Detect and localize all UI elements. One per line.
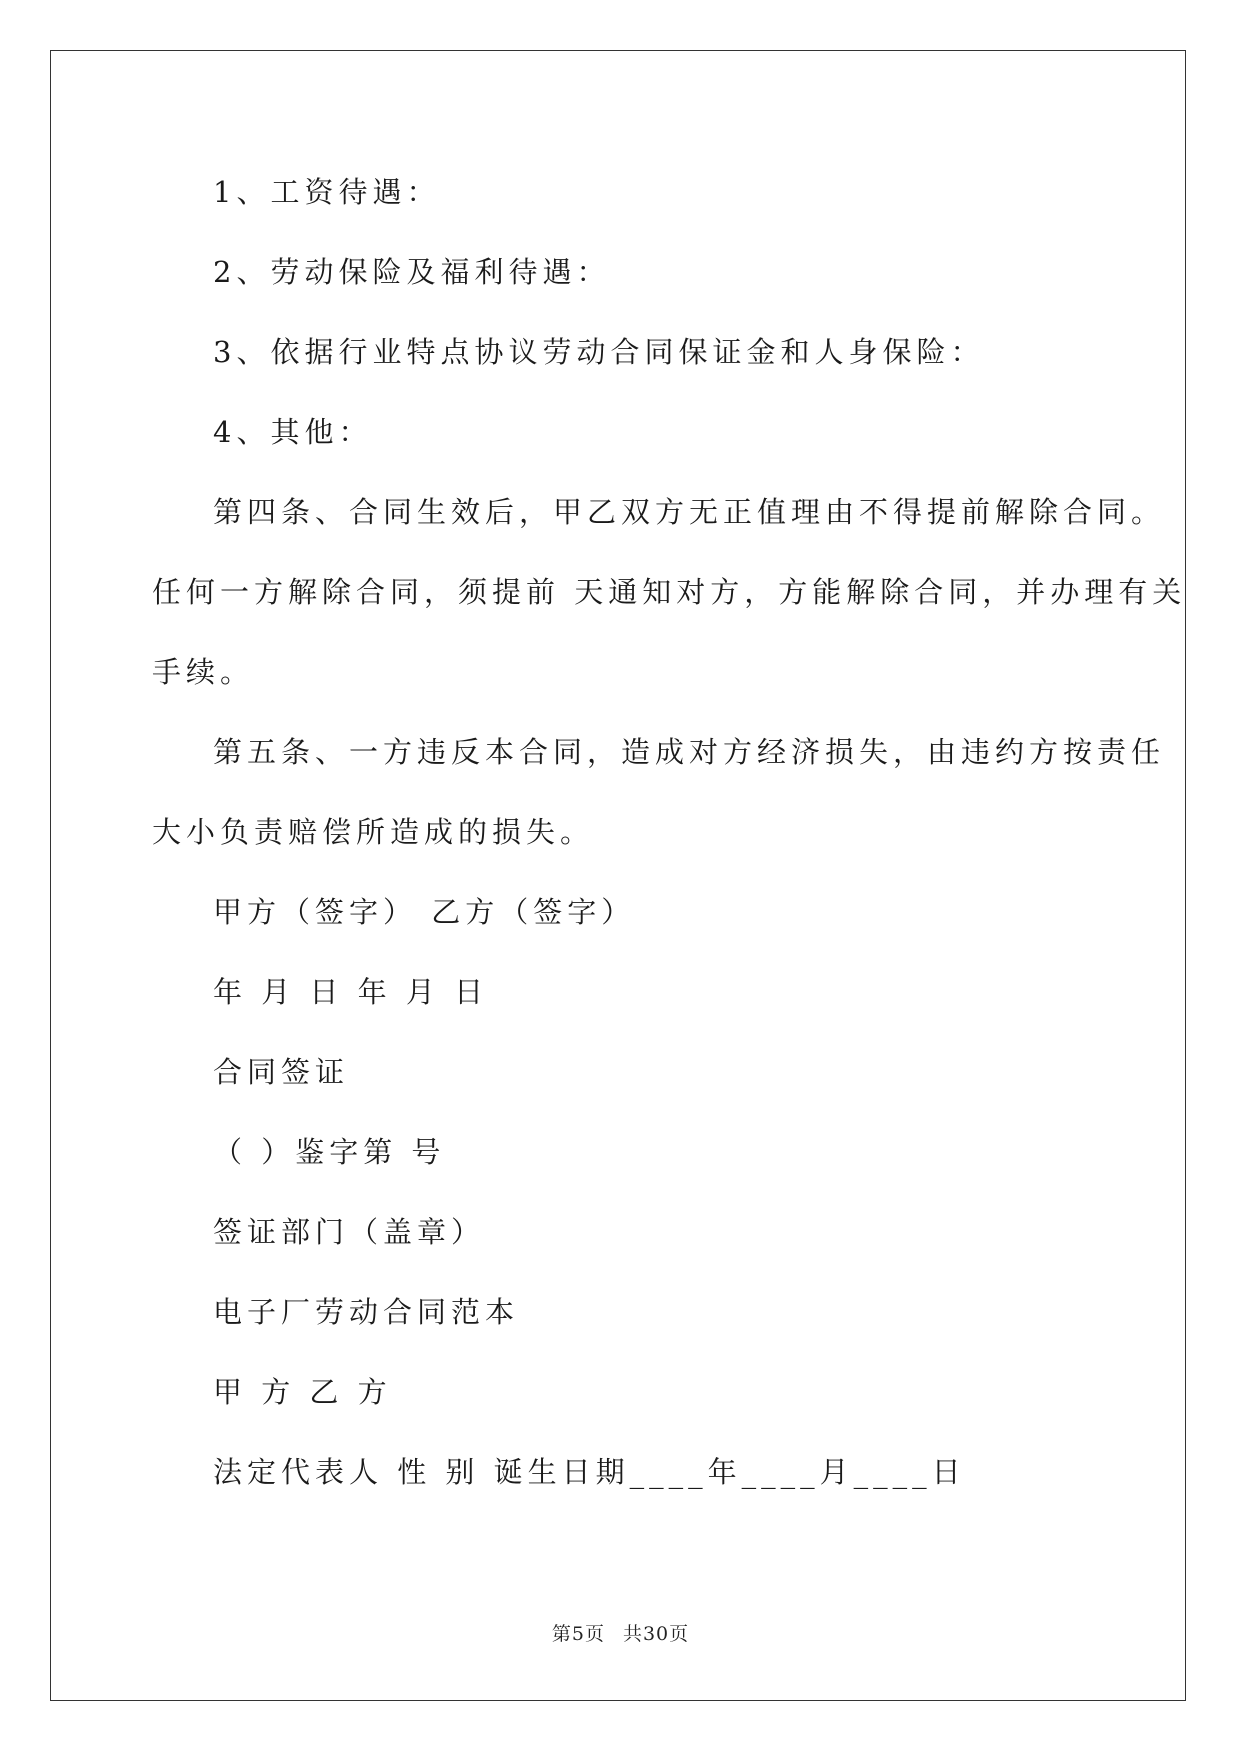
- article-5-line-2: 大小负责赔偿所造成的损失。: [152, 815, 595, 849]
- verification-department-line: 签证部门（盖章）: [213, 1215, 486, 1249]
- document-subtitle: 电子厂劳动合同范本: [213, 1295, 520, 1329]
- clause-item-3: 3、依据行业特点协议劳动合同保证金和人身保险：: [213, 335, 985, 369]
- clause-item-2: 2、劳动保险及福利待遇：: [213, 255, 611, 289]
- article-5-line-1: 第五条、一方违反本合同，造成对方经济损失，由违约方按责任: [213, 735, 1166, 769]
- parties-line: 甲 方 乙 方: [213, 1375, 392, 1409]
- clause-item-4: 4、其他：: [213, 415, 373, 449]
- clause-item-1: 1、工资待遇：: [213, 175, 441, 209]
- article-4-line-2: 任何一方解除合同，须提前 天通知对方，方能解除合同，并办理有关: [152, 575, 1187, 609]
- article-4-line-3: 手续。: [152, 655, 255, 689]
- page-border: [50, 50, 1186, 1701]
- date-line: 年 月 日 年 月 日: [213, 975, 489, 1009]
- contract-verification-heading: 合同签证: [213, 1055, 350, 1089]
- page-footer: [0, 1619, 1241, 1646]
- legal-representative-line: 法定代表人 性 别 诞生日期____年____月____日: [213, 1455, 966, 1489]
- verification-number-line: （ ）鉴字第 号: [213, 1135, 446, 1169]
- article-4-line-1: 第四条、合同生效后，甲乙双方无正值理由不得提前解除合同。: [213, 495, 1166, 529]
- page-total: 共30页: [622, 1623, 690, 1645]
- page-number: 第5页: [551, 1623, 605, 1645]
- signature-line: 甲方（签字） 乙方（签字）: [213, 895, 636, 929]
